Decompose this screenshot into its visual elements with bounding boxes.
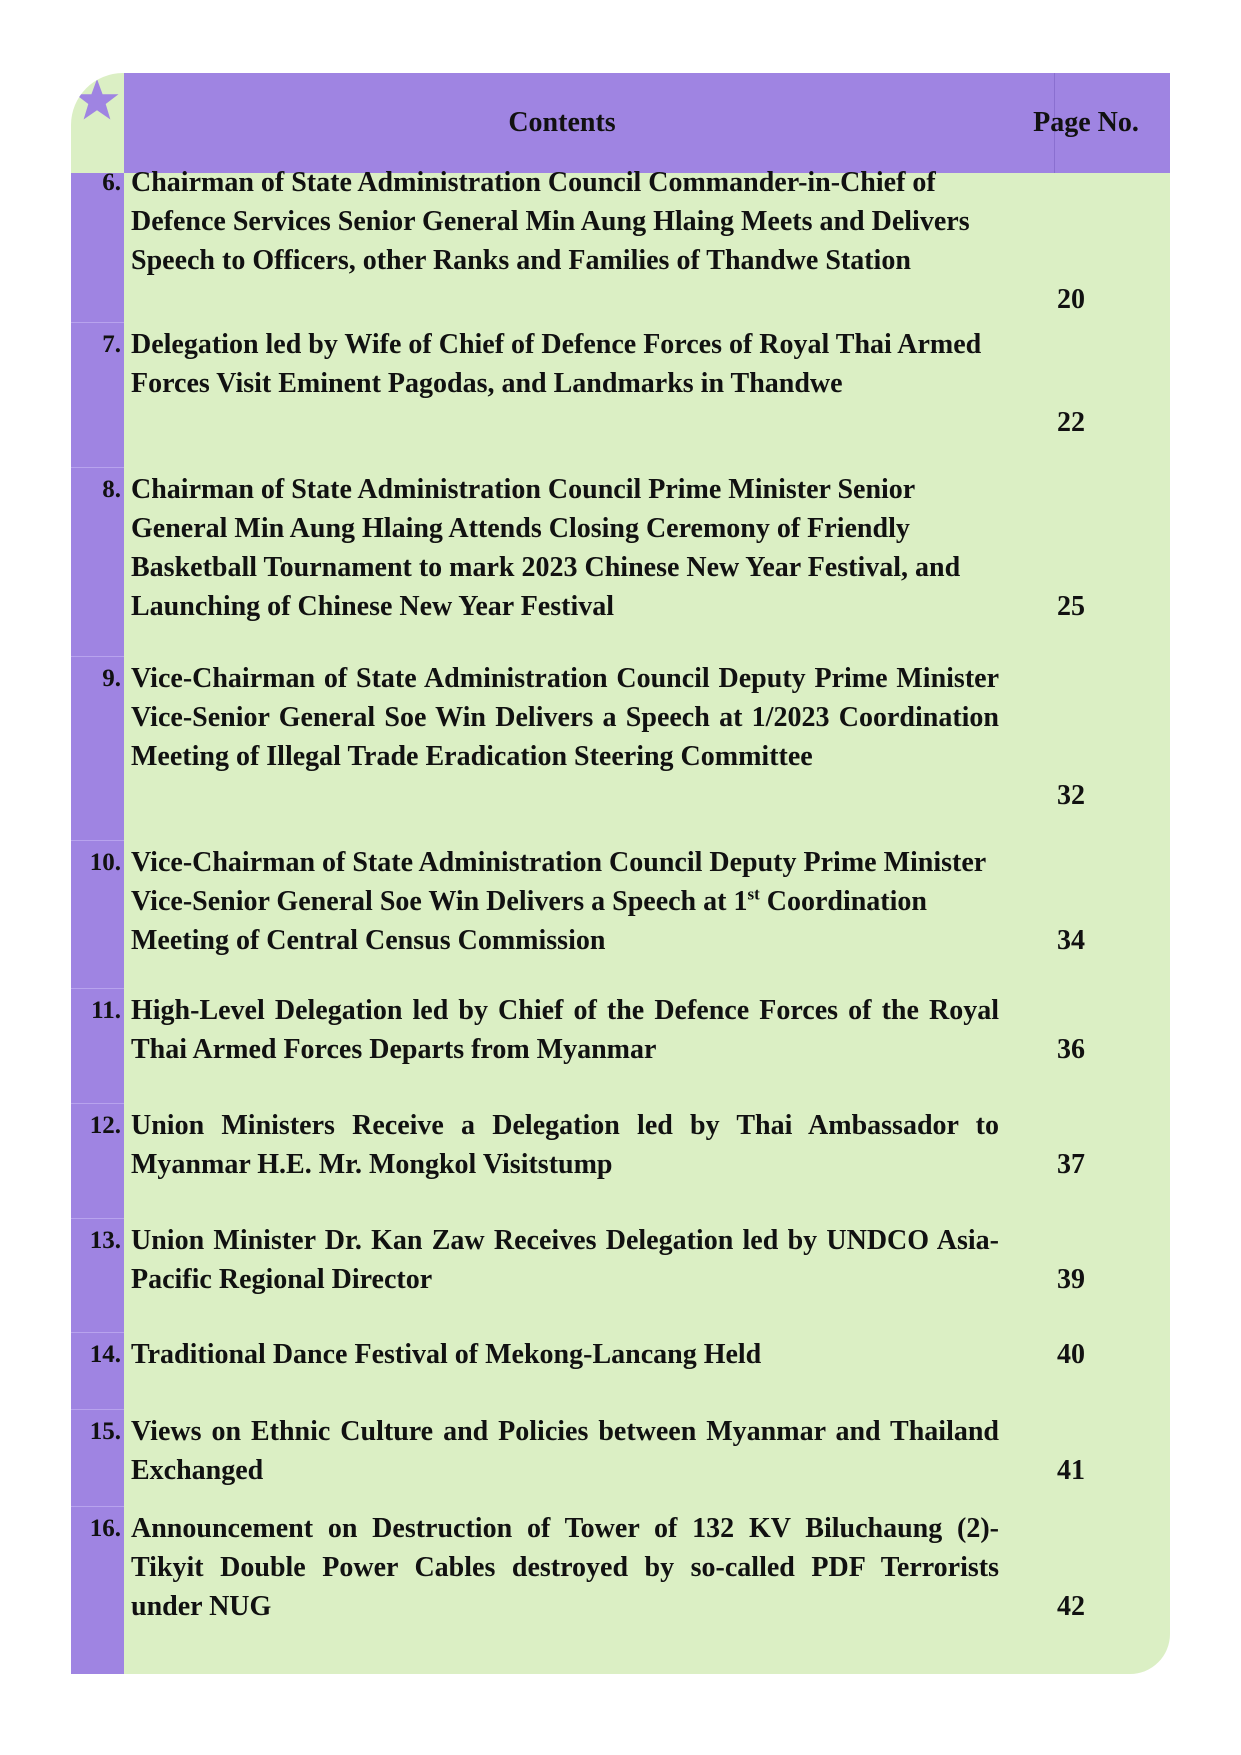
row-divider [71, 1332, 124, 1333]
contents-heading: Contents [508, 107, 616, 138]
row-divider [71, 1506, 124, 1507]
entry-page-number: 39 [1057, 1264, 1085, 1295]
entry-title[interactable]: Chairman of State Administration Council Commander-in-Chief of Defence Services Senior General Min Aung Hlaing Meets and Delivers Speech to Officers, other Ranks and Families of Thandwe Station [131, 167, 970, 276]
entry-title[interactable] [131, 843, 999, 960]
entry-page-number: 42 [1057, 1591, 1085, 1622]
row-divider [71, 988, 124, 989]
star-icon [74, 77, 120, 123]
entry-number: 9. [102, 665, 121, 692]
entry-number: 12. [89, 1112, 121, 1139]
entry-title-text: Coordination Meeting of Central Census Commission [131, 886, 927, 956]
page-number-heading: Page No. [1033, 107, 1139, 138]
entry-title[interactable]: Vice-Chairman of State Administration Council Deputy Prime Minister Vice-Senior General Soe Win Delivers a Speech at 1/2023 Coordination Meeting of Illegal Trade Eradication Steering Committee [131, 663, 999, 772]
entry-page-number: 41 [1057, 1455, 1085, 1486]
entry-title[interactable]: Views on Ethnic Culture and Policies between Myanmar and Thailand Exchanged [131, 1416, 999, 1486]
entry-title[interactable]: Union Ministers Receive a Delegation led by Thai Ambassador to Myanmar H.E. Mr. Mongkol Visitstump [131, 1110, 999, 1180]
entry-number: 14. [89, 1341, 121, 1368]
entry-number: 10. [89, 849, 121, 876]
entry-page-number: 40 [1057, 1339, 1085, 1370]
row-divider [71, 656, 124, 657]
entry-page-number: 37 [1057, 1149, 1085, 1180]
entry-page-number: 36 [1057, 1034, 1085, 1065]
entry-page-number: 32 [1057, 780, 1085, 811]
entry-title[interactable]: High-Level Delegation led by Chief of the Defence Forces of the Royal Thai Armed Forces Departs from Myanmar [131, 995, 999, 1065]
ordinal-suffix: st [747, 884, 760, 904]
row-divider [71, 467, 124, 468]
entry-title[interactable]: Union Minister Dr. Kan Zaw Receives Delegation led by UNDCO Asia-Pacific Regional Director [131, 1225, 999, 1295]
entry-number: 13. [89, 1227, 121, 1254]
entry-page-number: 34 [1057, 925, 1085, 956]
entry-title[interactable]: Announcement on Destruction of Tower of 132 KV Biluchaung (2)-Tikyit Double Power Cables destroyed by so-called PDF Terrorists under NUG [131, 1513, 999, 1622]
row-divider [71, 322, 124, 323]
entry-title[interactable]: Chairman of State Administration Council Prime Minister Senior General Min Aung Hlaing Attends Closing Ceremony of Friendly Basketball Tournament to mark 2023 Chinese New Year Festival, and Launching of Chinese New Year Festival [131, 474, 961, 622]
contents-table [71, 73, 1170, 1674]
row-divider [71, 840, 124, 841]
entry-page-number: 20 [1057, 284, 1085, 315]
row-divider [71, 1409, 124, 1410]
entry-number: 11. [91, 997, 121, 1024]
entry-number: 8. [102, 476, 121, 503]
row-divider [71, 1218, 124, 1219]
entry-page-number: 22 [1057, 407, 1085, 438]
entry-title-text: Vice-Chairman of State Administration Council Deputy Prime Minister Vice-Senior General Soe Win Delivers a Speech at 1 [131, 847, 986, 917]
entry-number: 7. [102, 331, 121, 358]
row-divider [71, 1103, 124, 1104]
entry-title[interactable]: Traditional Dance Festival of Mekong-Lancang Held [131, 1339, 762, 1370]
entry-page-number: 25 [1057, 591, 1085, 622]
entry-title[interactable]: Delegation led by Wife of Chief of Defence Forces of Royal Thai Armed Forces Visit Eminent Pagodas, and Landmarks in Thandwe [131, 329, 982, 399]
entry-number: 6. [102, 169, 121, 196]
entry-number: 15. [89, 1418, 121, 1445]
entry-number: 16. [89, 1515, 121, 1542]
